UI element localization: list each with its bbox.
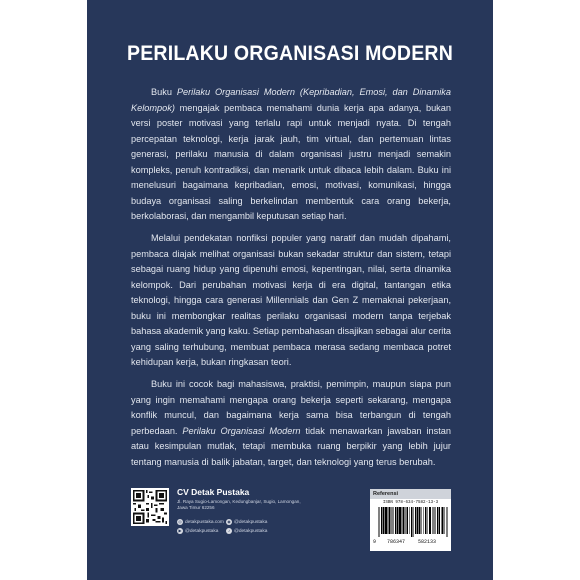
paragraph-text: tidak menawarkan jawaban instan atau kesimpulan mutlak, tetapi membuka ruang berpikir yang lebih jujur tentang manusia di balik jabatan, target, dan teknologi yang terus berubah.	[131, 425, 451, 467]
paragraph-text: mengajak pembaca memahami dunia kerja apa adanya, bukan versi poster motivasi yang terlalu rapi untuk menjadi nyata. Di tengah percepatan teknologi, kerja jarak jauh, tim virtual, dan pertemuan lintas generasi, perilaku manusia di dalam organisasi justru menjadi semakin kompleks, penuh kontradiksi, dan menarik untuk dibaca lebih dalam. Buku ini menelusuri bagaimana kepribadian, emosi, motivasi, komunikasi, hingga budaya organisasi saling berkelindan membentuk cara orang bekerja, berkolaborasi, dan mengambil keputusan setiap hari.	[131, 102, 451, 221]
paragraph-italic-title: Perilaku Organisasi Modern (Kepribadian, Emosi, dan Dinamika Kelompok)	[131, 87, 451, 113]
paragraph-text: Buku	[151, 87, 177, 97]
barcode-digits-left: 786347	[387, 539, 406, 545]
website-link[interactable]: ◎ detakpustaka.com	[178, 519, 224, 525]
youtube-link[interactable]: ▶ @detakpustaka	[178, 528, 219, 534]
publisher-address: Jl. Raya Sugio-Lamongan, Kedungbanjar, Sugio, Lamongan, Jawa Timur 62256	[177, 499, 301, 510]
paragraph-text: Melalui pendekatan nonfiksi populer yang naratif dan mudah dipahami, pembaca diajak melihat organisasi bukan sekadar struktur dan sistem, tetapi sebagai ruang hidup yang dipenuhi emosi, kepentingan, nilai, serta dinamika kelompok. Dari perubahan motivasi kerja di era digital, tantangan etika teknologi, hingga cara generasi Millennials dan Gen Z memaknai pekerjaan, buku ini membongkar realitas perilaku organisasi modern tanpa terjebak bahasa akademik yang kaku. Setiap pembahasan disajikan sebagai alur cerita yang saling terhubung, membuat pembaca merasa sedang membaca potret kehidupan kerja, bukan ringkasan teori.	[131, 233, 451, 367]
book-back-cover	[87, 0, 493, 580]
reference-label: Referensi	[370, 489, 451, 499]
isbn-text: ISBN 978-634-7582-13-3	[382, 501, 439, 505]
barcode-digits-right: 582133	[418, 539, 437, 545]
isbn-box	[370, 489, 451, 551]
instagram-link[interactable]: ◉ @detakpustaka	[227, 519, 268, 525]
barcode-icon	[378, 507, 448, 537]
qr-code-icon[interactable]	[131, 488, 169, 526]
globe-icon: ◎	[178, 519, 182, 524]
synopsis-paragraph	[131, 85, 451, 225]
publisher-block	[131, 486, 331, 550]
tiktok-link[interactable]: ♪ @detakpustaka	[228, 528, 268, 534]
book-title: PERILAKU ORGANISASI MODERN	[126, 42, 454, 65]
publisher-name: CV Detak Pustaka	[177, 487, 250, 497]
youtube-icon: ▶	[178, 528, 182, 533]
barcode-digit-prefix: 9	[373, 539, 377, 545]
paragraph-text: Buku ini cocok bagi mahasiswa, praktisi, pemimpin, maupun siapa pun yang ingin memahami mengapa orang bekerja seperti sekarang, mengapa konflik muncul, dan bagaimana kerja sama bisa terbangun di tengah perbedaan.	[131, 379, 451, 436]
instagram-icon: ◉	[227, 519, 231, 524]
synopsis-paragraph	[131, 377, 451, 470]
synopsis-paragraph	[131, 231, 451, 371]
paragraph-italic-title: Perilaku Organisasi Modern	[182, 425, 301, 436]
synopsis	[131, 85, 451, 477]
tiktok-icon: ♪	[228, 528, 230, 533]
